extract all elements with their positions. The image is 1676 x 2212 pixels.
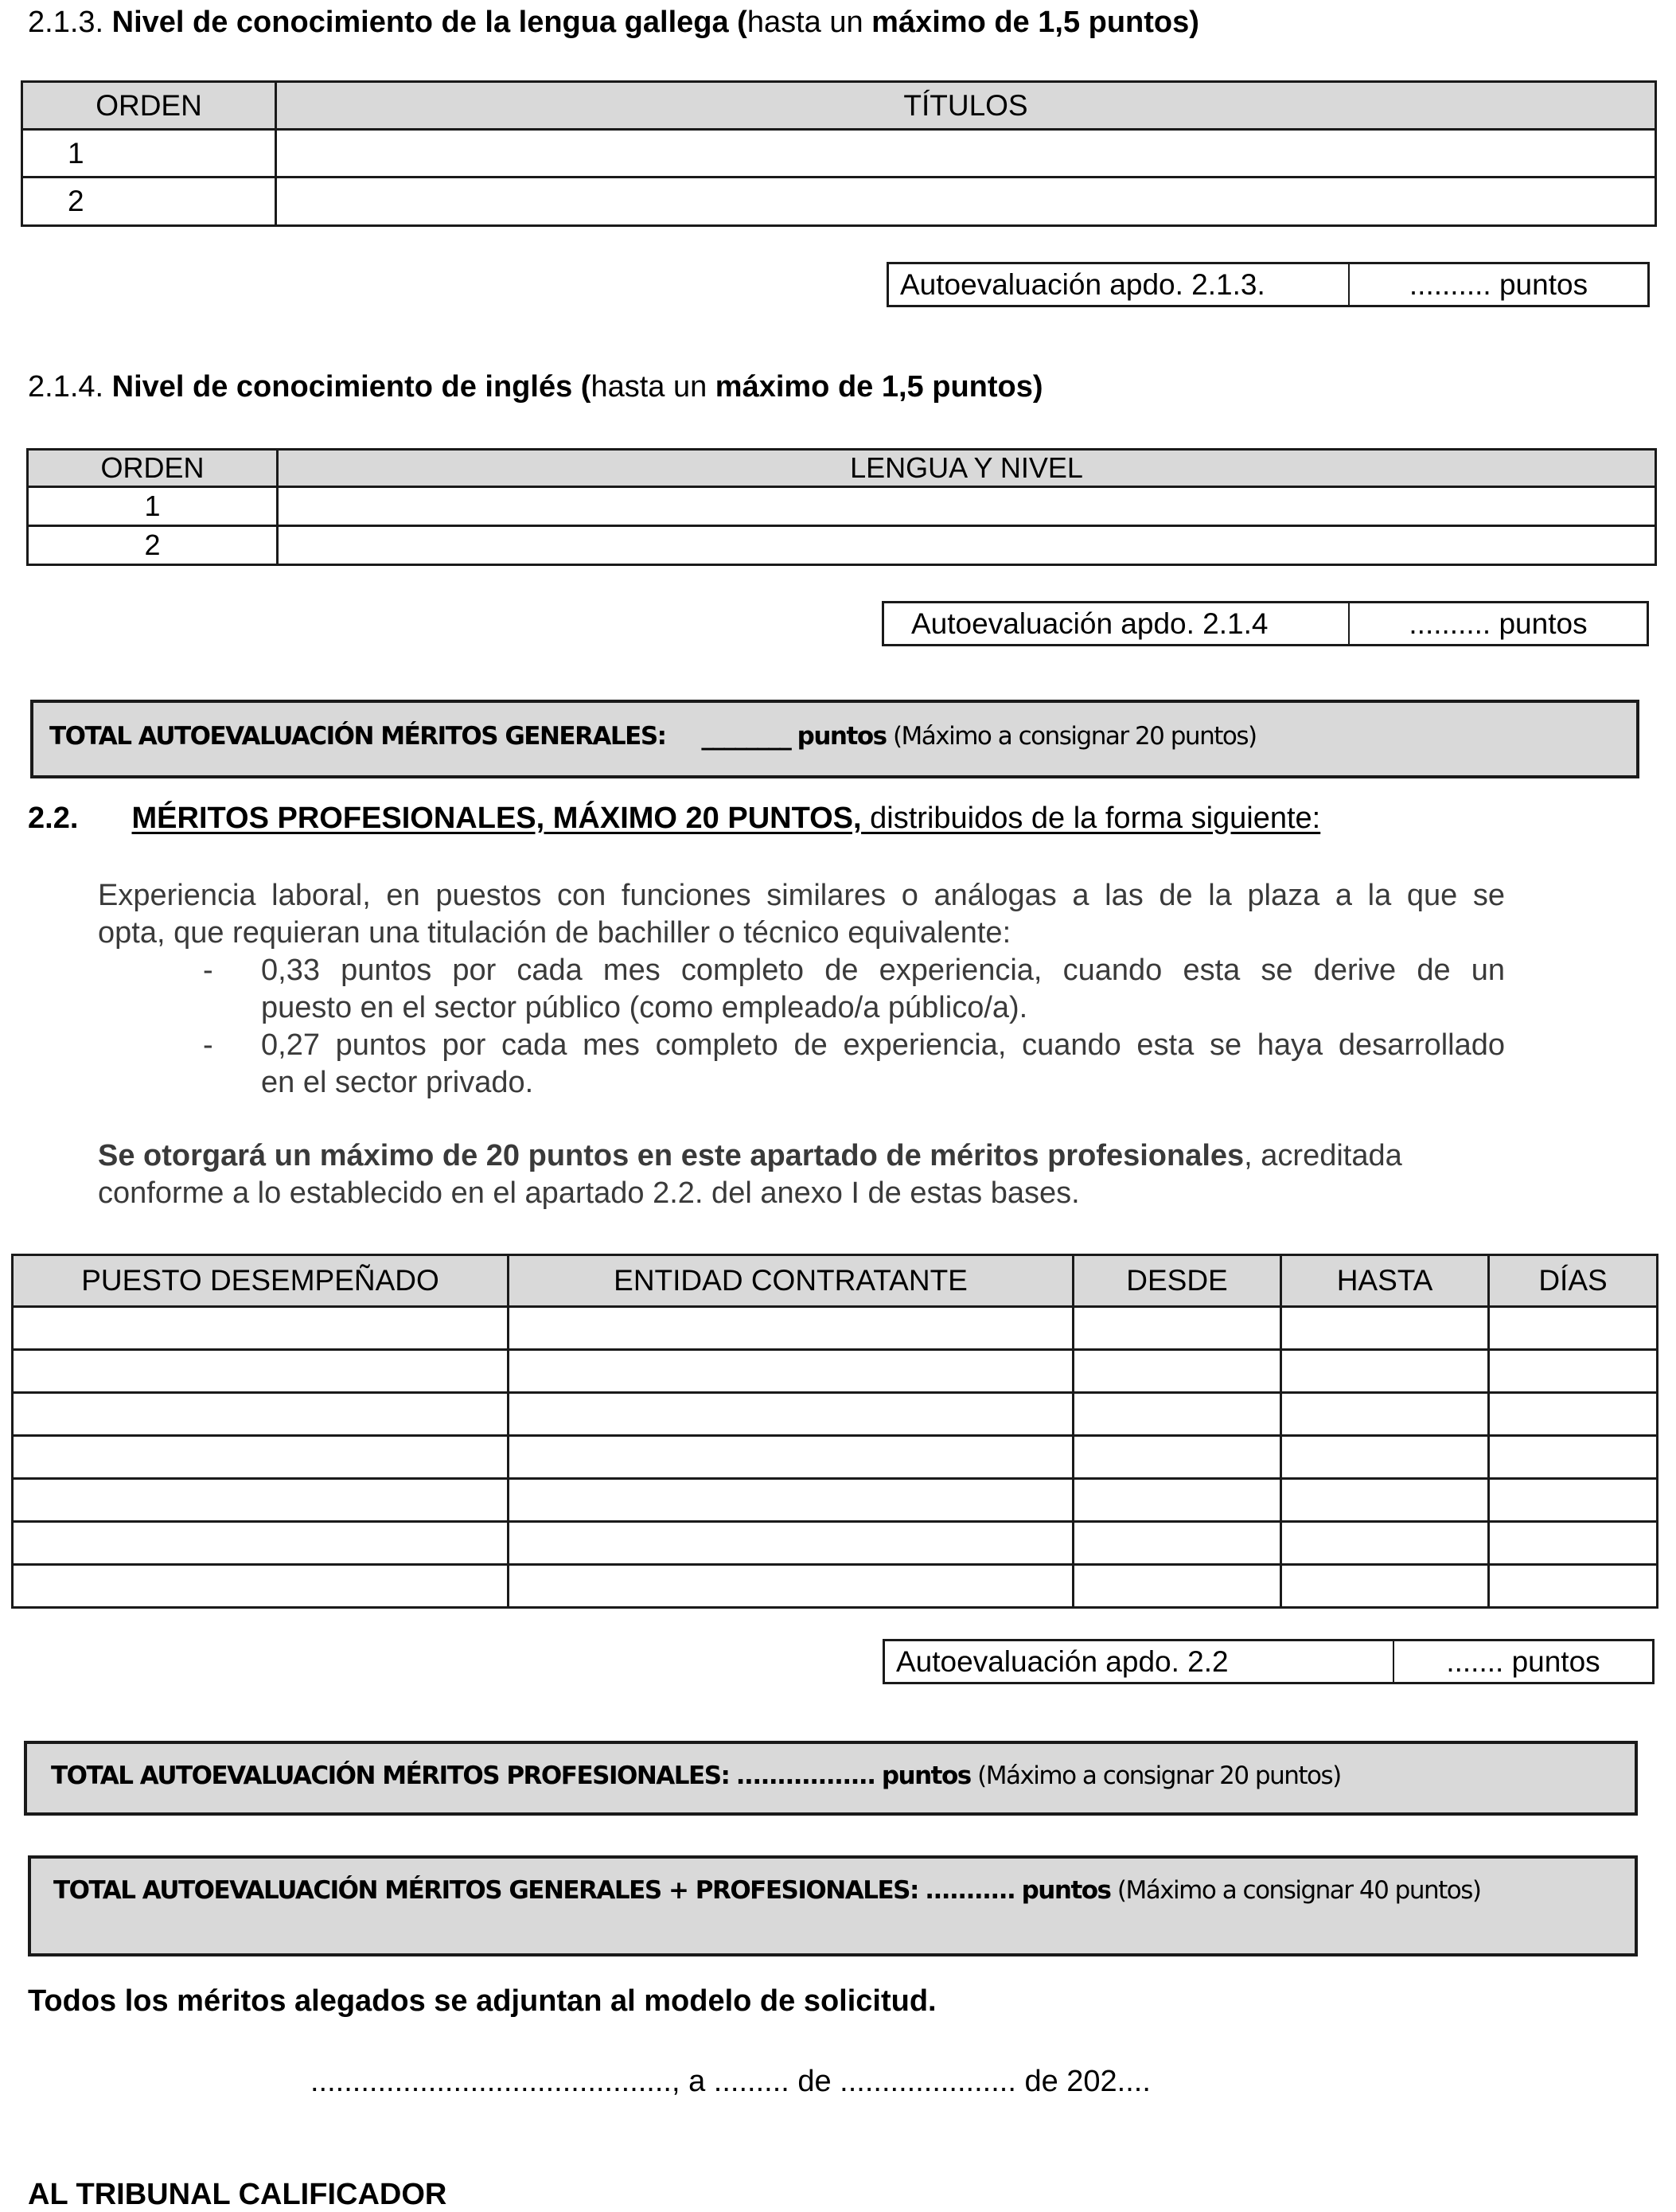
total-label: TOTAL AUTOEVALUACIÓN MÉRITOS PROFESIONALES:	[51, 1761, 730, 1790]
total-points-field[interactable]: .................	[735, 1761, 875, 1790]
max-points-line-1	[98, 1137, 1505, 1175]
dias-cell[interactable]	[1489, 1307, 1658, 1350]
section-214-heading	[28, 369, 1043, 404]
total-points-field[interactable]: ________	[701, 722, 791, 751]
autoeval-label: Autoevaluación apdo. 2.2	[885, 1641, 1394, 1682]
autoeval-points-field[interactable]: .......... puntos	[1409, 267, 1588, 301]
titulo-cell[interactable]	[276, 178, 1656, 226]
entidad-cell[interactable]	[509, 1479, 1074, 1522]
puesto-cell[interactable]	[13, 1522, 509, 1565]
puesto-cell[interactable]	[13, 1393, 509, 1436]
section-title-bold-2: máximo de 1,5 puntos)	[871, 6, 1199, 39]
bullet-dash: -	[203, 954, 213, 987]
bullet-2-line-1: 0,27 puntos por cada mes completo de experiencia, cuando esta se haya desarrollado	[261, 1028, 1505, 1062]
titulo-cell[interactable]	[276, 130, 1656, 178]
dias-cell[interactable]	[1489, 1565, 1658, 1608]
max-points-bold: Se otorgará un máximo de 20 puntos en este apartado de méritos profesionales	[98, 1139, 1245, 1172]
section-title-bold: Nivel de conocimiento de la lengua gallega (	[111, 6, 747, 39]
column-header-puesto: PUESTO DESEMPEÑADO	[13, 1255, 509, 1307]
row-number: 1	[22, 130, 276, 178]
intro-line-2: opta, que requieran una titulación de bachiller o técnico equivalente:	[98, 916, 1011, 950]
desde-cell[interactable]	[1074, 1479, 1281, 1522]
section-title-bold-2: máximo de 1,5 puntos)	[715, 370, 1043, 404]
column-header-hasta: HASTA	[1281, 1255, 1489, 1307]
bullet-2-line-2: en el sector privado.	[261, 1066, 534, 1099]
table-row	[13, 1393, 1658, 1436]
total-combined-box	[28, 1855, 1638, 1956]
total-points-field[interactable]: ...........	[925, 1876, 1015, 1905]
table-row	[13, 1522, 1658, 1565]
bullet-dash: -	[203, 1028, 213, 1062]
desde-cell[interactable]	[1074, 1565, 1281, 1608]
table-row	[13, 1307, 1658, 1350]
entidad-cell[interactable]	[509, 1350, 1074, 1393]
puesto-cell[interactable]	[13, 1565, 509, 1608]
hasta-cell[interactable]	[1281, 1565, 1489, 1608]
row-number: 2	[22, 178, 276, 226]
column-header-dias: DÍAS	[1489, 1255, 1658, 1307]
column-header-entidad: ENTIDAD CONTRATANTE	[509, 1255, 1074, 1307]
total-label: TOTAL AUTOEVALUACIÓN MÉRITOS GENERALES + PROFESIONALES:	[53, 1876, 918, 1905]
row-number: 1	[28, 487, 278, 526]
column-header-desde: DESDE	[1074, 1255, 1281, 1307]
bullet-1-line-1: 0,33 puntos por cada mes completo de experiencia, cuando esta se derive de un	[261, 954, 1505, 987]
puesto-cell[interactable]	[13, 1436, 509, 1479]
section-title-normal: distribuidos de la forma siguiente:	[861, 802, 1321, 835]
hasta-cell[interactable]	[1281, 1393, 1489, 1436]
section-number: 2.1.4.	[28, 370, 104, 404]
lengua-nivel-cell[interactable]	[278, 487, 1656, 526]
table-row	[13, 1479, 1658, 1522]
lengua-nivel-cell[interactable]	[278, 526, 1656, 565]
desde-cell[interactable]	[1074, 1522, 1281, 1565]
autoeval-label: Autoevaluación apdo. 2.1.3.	[889, 264, 1350, 305]
puesto-cell[interactable]	[13, 1479, 509, 1522]
dias-cell[interactable]	[1489, 1393, 1658, 1436]
hasta-cell[interactable]	[1281, 1307, 1489, 1350]
autoeval-label: Autoevaluación apdo. 2.1.4	[884, 603, 1350, 644]
section-213-heading	[28, 5, 1199, 40]
entidad-cell[interactable]	[509, 1522, 1074, 1565]
autoeval-points-field[interactable]: .......... puntos	[1409, 607, 1588, 640]
total-note: (Máximo a consignar 20 puntos)	[977, 1761, 1341, 1790]
section-number: 2.2.	[28, 802, 79, 835]
galician-titles-table	[21, 80, 1657, 227]
desde-cell[interactable]	[1074, 1393, 1281, 1436]
section-title-bold: Nivel de conocimiento de inglés (	[111, 370, 591, 404]
autoeval-214-box	[882, 601, 1649, 646]
total-note: (Máximo a consignar 40 puntos)	[1117, 1876, 1481, 1905]
entidad-cell[interactable]	[509, 1436, 1074, 1479]
row-number: 2	[28, 526, 278, 565]
table-row	[13, 1350, 1658, 1393]
section-number: 2.1.3.	[28, 6, 104, 39]
puesto-cell[interactable]	[13, 1350, 509, 1393]
column-header-orden: ORDEN	[22, 82, 276, 130]
table-row	[13, 1565, 1658, 1608]
entidad-cell[interactable]	[509, 1565, 1074, 1608]
attachments-note: Todos los méritos alegados se adjuntan al modelo de solicitud.	[28, 1984, 937, 2018]
dias-cell[interactable]	[1489, 1436, 1658, 1479]
entidad-cell[interactable]	[509, 1307, 1074, 1350]
dias-cell[interactable]	[1489, 1522, 1658, 1565]
total-generales-box	[30, 700, 1639, 778]
autoeval-22-box	[883, 1639, 1655, 1684]
desde-cell[interactable]	[1074, 1350, 1281, 1393]
column-header-titulos: TÍTULOS	[276, 82, 1656, 130]
addressee: AL TRIBUNAL CALIFICADOR	[28, 2178, 447, 2211]
place-date-line[interactable]: ..........................................., a ......... de ..................... de 202....	[310, 2065, 1151, 2098]
total-label: TOTAL AUTOEVALUACIÓN MÉRITOS GENERALES:	[49, 722, 666, 751]
table-row	[13, 1436, 1658, 1479]
total-note: (Máximo a consignar 20 puntos)	[892, 722, 1257, 751]
bullet-1-line-2: puesto en el sector público (como empleado/a público/a).	[261, 991, 1028, 1024]
intro-line-1: Experiencia laboral, en puestos con funciones similares o análogas a las de la plaza a la que se	[98, 879, 1505, 912]
column-header-orden: ORDEN	[28, 450, 278, 487]
total-unit: puntos	[1021, 1876, 1111, 1905]
max-points-line-2: conforme a lo establecido en el apartado 2.2. del anexo I de estas bases.	[98, 1176, 1080, 1210]
english-level-table	[26, 448, 1657, 566]
total-profesionales-box	[24, 1741, 1638, 1816]
max-points-rest: , acreditada	[1244, 1139, 1402, 1172]
autoeval-213-box	[887, 262, 1650, 307]
total-unit: puntos	[881, 1761, 971, 1790]
total-unit: puntos	[797, 722, 887, 751]
hasta-cell[interactable]	[1281, 1350, 1489, 1393]
dias-cell[interactable]	[1489, 1350, 1658, 1393]
column-header-lengua-nivel: LENGUA Y NIVEL	[278, 450, 1656, 487]
section-title-bold: MÉRITOS PROFESIONALES, MÁXIMO 20 PUNTOS,	[131, 802, 862, 835]
desde-cell[interactable]	[1074, 1436, 1281, 1479]
entidad-cell[interactable]	[509, 1393, 1074, 1436]
section-22-heading	[28, 801, 1320, 836]
hasta-cell[interactable]	[1281, 1522, 1489, 1565]
autoeval-points-field[interactable]: ....... puntos	[1446, 1644, 1600, 1678]
hasta-cell[interactable]	[1281, 1479, 1489, 1522]
section-title-normal: hasta un	[590, 370, 715, 404]
hasta-cell[interactable]	[1281, 1436, 1489, 1479]
desde-cell[interactable]	[1074, 1307, 1281, 1350]
puesto-cell[interactable]	[13, 1307, 509, 1350]
dias-cell[interactable]	[1489, 1479, 1658, 1522]
experience-table	[11, 1254, 1658, 1609]
section-title-normal: hasta un	[746, 6, 872, 39]
